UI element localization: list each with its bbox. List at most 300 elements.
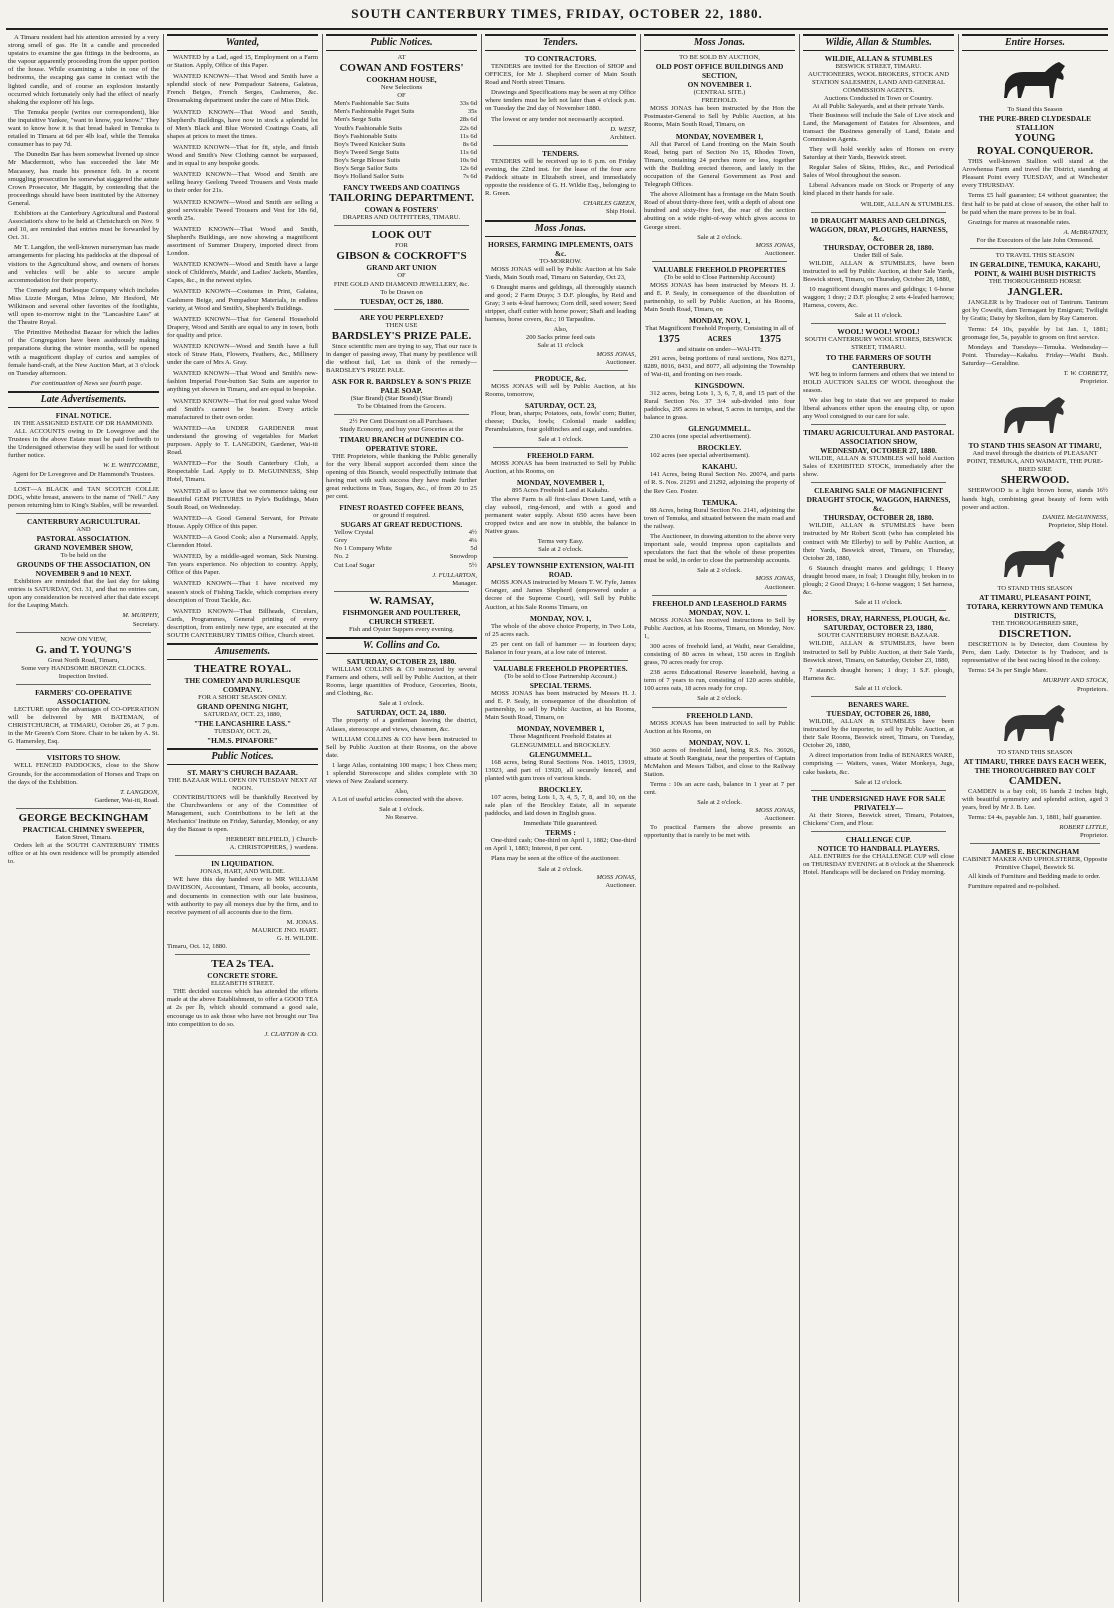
ad-title: CLEARING SALE OF MAGNIFICENT DRAUGHT STOCK, WAGGON, HARNESS, &c. — [806, 486, 951, 514]
ad-line: AUCTIONEERS, WOOL BROKERS, STOCK AND STATION SALESMEN, LAND AND GENERAL COMMISSION AGENTS. — [808, 71, 949, 95]
ad-signature: A. CHRISTOPHERS, } wardens. — [229, 844, 318, 852]
ad-body: The Auctioneer, in drawing attention to the above very important sale, would impress upon capitalists and speculators the fact that the whole of these properties must be sold, in order to close the partnership accounts. — [644, 532, 795, 565]
ad-line: That Magnificent Freehold Property, Consisting in all of — [645, 325, 794, 333]
ad-body: WANTED KNOWN—That Wood and Smith have a splendid stock of new Pompadour Sateens, Galateas, French Beiges, French Serges, Cashmeres, &c. Dressmaking department under the care of Miss Dick. — [167, 73, 318, 105]
divider — [493, 660, 628, 661]
ad-line: MONDAY, NOV. 1, — [688, 316, 751, 326]
ad-body: WILDIE, ALLAN & STUMBLES have been instructed by the importer, to sell by Public Auction, at their Sale Rooms, Beswick street, Timaru, on Tuesday, October 26, 1880, — [803, 717, 954, 750]
ad-line: TO BE SOLD BY AUCTION, — [679, 54, 760, 61]
ad-signature-role: Ship Hotel. — [605, 208, 636, 216]
ad-line: MONDAY, NOV. 1, — [529, 613, 592, 623]
item-name: Boy's Holland Sailor Suits — [334, 173, 404, 181]
ad-title: TIMARU BRANCH of DUNEDIN CO-OPERATIVE STORE. — [339, 434, 464, 453]
divider — [493, 370, 628, 371]
ad-body: WANTED KNOWN—That I have received my season's stock of Fishing Tackle, which comprises every description of Trout Tackle, &c. — [167, 580, 318, 604]
ad-title: GEORGE BECKINGHAM — [18, 811, 149, 824]
news-paragraph: The Temuka people (writes our correspondent), like the inquisitive Yankee, "want to know, you know." They want to know how it is that bread baked in Temuka is retailed in Timaru at 6d per 4lb loaf, while the Temuka consumer has to pay 7d. — [8, 108, 159, 149]
ad-body: WANTED—A Good General Servant, for Private House. Apply Office of this paper. — [167, 514, 318, 530]
wanted-ads — [167, 54, 318, 640]
ad-title: JANGLER. — [1007, 286, 1063, 299]
wanted-ad — [167, 261, 318, 285]
ad-title: BARDSLEY'S PRIZE PALE. — [331, 329, 472, 342]
item-name: Boy's Serge Blouse Suits — [334, 156, 401, 164]
ad-body: 291 acres, being portions of rural sections, Nos 8271, 8289, 8016, 8431, and 8077, all adjoining the Township of Wai-iti, and fronting on two roads. — [644, 354, 795, 378]
wanted-ad — [167, 343, 318, 367]
ad-title: FARMERS' CO-OPERATIVE ASSOCIATION. — [35, 688, 132, 706]
auction-ad — [803, 486, 954, 607]
divider — [493, 447, 628, 448]
ad-body: Terms: £4 10s, payable by 1st Jan. 1, 1881; groomage fee, 5s, payable to groom on first service. — [962, 325, 1108, 341]
ad-body: MOSS JONAS has been instructed by Messrs H. J. and E. P. Sealy, in consequence of the dissolution of partnership, to sell by Public Auction, at his Rooms, Main South Road, Timaru, on — [485, 690, 636, 722]
ad-body: WANTED KNOWN—Costumes in Print, Galatea, Cashmere Beige, and Pompadour Materials, in endless variety, at Wood and Smith's, Shepherd's Buildings. — [167, 288, 318, 312]
divider — [334, 414, 469, 415]
item-price: 5d — [470, 545, 477, 553]
ad-line: THE THOROUGHBRED SIRE, — [991, 620, 1079, 627]
ad-signature-role: Proprietor, Ship Hotel. — [1048, 521, 1108, 529]
ad-body: Grazings for mares at reasonable rates. — [968, 218, 1071, 226]
ad-line: Some very HANDSOME BRONZE CLOCKS. — [21, 664, 146, 672]
ad-body: They will hold weekly sales of Horses on every Saturday at their Yards, Beswick street. — [803, 145, 954, 162]
final-notice — [8, 411, 159, 479]
ad-title: YOUNG — [1014, 132, 1056, 145]
ad-line: TERMS : — [545, 828, 576, 838]
ad-title: TO CONTRACTORS. — [524, 54, 597, 63]
ad-body: 230 acres (one special advertisement). — [650, 433, 751, 441]
ad-date: Timaru, Oct. 12, 1880. — [167, 943, 228, 951]
ad-title: GRAND NOVEMBER SHOW, — [34, 542, 133, 552]
ad-body: WANTED KNOWN—That Wood and Smith's new-fashion Imperial Four-button Sac Suits are superior to anything yet shown in Timaru, and are equal to bespoke. — [167, 370, 318, 394]
divider — [493, 557, 628, 558]
ad-title: BENARES WARE. — [848, 699, 909, 709]
item-price: 4½ — [468, 529, 477, 537]
ad-line: TO STAND THIS SEASON AT TIMARU, — [968, 441, 1102, 451]
auction-ad — [485, 664, 636, 890]
ad-signature-role: Proprietors. — [1077, 685, 1108, 693]
ad-line: KINGSDOWN. — [694, 380, 745, 390]
ad-line: NOW ON VIEW, — [60, 635, 107, 643]
ad-body: MOSS JONAS instructed by Messrs T. W. Fyfe, James Granger, and James Shepherd (empowered under a decree of the Supreme Court), will Sell by Public Auction, at his Sale Rooms Timaru, on — [485, 579, 636, 611]
item-name: Men's Fashionable Paget Suits — [334, 108, 415, 116]
ad-signature-role: Auctioneer. — [764, 583, 795, 591]
ad-signature-role: For the Executors of the late John Ormsond. — [976, 236, 1094, 244]
wanted-ad — [167, 54, 318, 70]
ad-line: FINE GOLD AND DIAMOND JEWELLERY, &c. — [333, 280, 470, 288]
price-row — [334, 562, 477, 570]
ad-line: NOTICE TO HANDBALL PLAYERS. — [817, 843, 940, 853]
ad-line: MONDAY, NOVEMBER 1, — [516, 478, 605, 488]
item-name: No. 2 — [334, 553, 349, 561]
wanted-ad — [167, 460, 318, 484]
divider — [175, 954, 310, 955]
auction-ad — [803, 428, 954, 479]
ad-signature: ROBERT LITTLE, — [1059, 824, 1108, 832]
section-heading: Wanted, — [167, 34, 318, 51]
ad-body: WE beg to inform farmers and others that we intend to HOLD AUCTION SALES OF WOOL throughout the season. — [803, 370, 954, 394]
ad-body: We also beg to state that we are prepared to make liberal advances either upon the ensuing clip, or upon any Wool consigned to our care for sale. — [803, 396, 954, 420]
item-price: 11s 6d — [459, 148, 477, 156]
news-paragraph: The Comedy and Burlesque Company which includes Miss Lizzie Morgan, Miss Jelmo, Mr Hesford, Mr Wilkinson and several other favorites of the footlights, will open to-morrow night in the "Lancashire Lass" at the Theatre Royal. — [8, 286, 159, 327]
column-4 — [485, 34, 636, 1602]
ad-title: WILDIE, ALLAN & STUMBLES — [824, 54, 933, 63]
notice-signature-role: Agent for Dr Lovegrove and Dr Hammond's Trustees. — [12, 470, 155, 478]
ad-body: The whole of the above choice Property, in Two Lots, of 25 acres each. — [485, 622, 636, 638]
ad-line: Sale at 2 o'clock. — [697, 695, 742, 703]
wanted-ad — [167, 608, 318, 640]
ad-title: WOOL! WOOL! WOOL! — [837, 327, 920, 337]
ad-line: MONDAY, NOVEMBER 1, — [516, 724, 605, 734]
ad-title: COWAN AND FOSTERS' — [339, 62, 464, 75]
ad-body: JANGLER is by Tradocer out of Tantrum. Tantrum got by Cowsfit, dam Termagant by Emigrant; Twilight by Gratis; Daisy by Skelton, dam by Ray Cameron. — [962, 299, 1108, 323]
firm-ad — [803, 54, 954, 209]
ad-line: FISHMONGER AND POULTERER, CHURCH STREET. — [342, 607, 461, 626]
auction-ad — [485, 374, 636, 445]
divider — [16, 749, 151, 750]
ad-title: JAMES E. BECKINGHAM — [990, 847, 1080, 857]
ad-line: FANCY TWEEDS AND COATINGS — [343, 183, 460, 193]
column-rule — [640, 34, 641, 1602]
ad-body: LECTURE upon the advantages of CO-OPERATION will be delivered by MR BATEMAN, of CHRISTCHURCH, at TIMARU, October 26, at 7 p.m. in the Mr Green's Corn Store. Chair to be taken by A. St. G. Hamersley, Esq. — [8, 706, 159, 746]
ad-title: CANTERBURY AGRICULTURAL — [26, 516, 141, 526]
column-2 — [167, 34, 318, 1602]
column-1 — [8, 34, 159, 1602]
liquidation-ad — [167, 859, 318, 951]
acreage-number: 1375 — [657, 333, 680, 346]
news-section — [8, 34, 159, 388]
ad-line: Immediate Title guaranteed. — [523, 820, 598, 828]
section-heading: Tenders. — [485, 34, 636, 51]
auction-ad — [644, 265, 795, 592]
ad-line: And travel through the districts of PLEASANT POINT, TEMUKA, AND WAIMATE, THE PURE-BRED SIRE — [966, 450, 1104, 474]
ad-body: TENDERS are invited for the Erection of SHOP and OFFICES, for Mr J. Shepherd corner of Main South Road and North street Timaru. — [485, 63, 636, 87]
auction-ad — [485, 561, 636, 657]
ad-line: FOR A SHORT SEASON ONLY. — [198, 694, 287, 702]
wanted-ad — [167, 316, 318, 340]
ad-body: WANTED KNOWN—Wood and Smith have a large stock of Children's, Maids', and Ladies' Jackets, Mantles, Capes, &c., in the newest styles. — [167, 261, 318, 285]
ad-title: VALUABLE FREEHOLD PROPERTIES — [653, 264, 786, 274]
ad-line: Sale at 11 o'clock. — [854, 599, 903, 607]
ad-body: WANTED KNOWN—That Wood and Smith, Shepherd's Buildings, have now in stock a splendid lot of Men's Black and Blue Worsted Coatings Coats, all shapes at prices to meet the times. — [167, 108, 318, 140]
column-rule — [799, 34, 800, 1602]
ad-signature: A. McBRATNEY, — [1063, 228, 1108, 236]
divider — [16, 482, 151, 483]
ad-line: CONCRETE STORE. — [207, 971, 278, 981]
ad-body: Mondays and Tuesdays—Temuka. Wednesday—Point. Thursday—Kakahu. Friday—Waihi Bush. Saturday—Geraldine. — [962, 343, 1108, 367]
ad-line: AT TIMARU, THREE DAYS EACH WEEK, THE THOROUGHBRED BAY COLT — [963, 756, 1107, 775]
ramsay-ad — [326, 595, 477, 634]
ad-body: THIS well-known Stallion will stand at the Arowhenua Farm and travel the District, standing at Pleasant Point every TUESDAY, and at Winchester every THURSDAY. — [962, 158, 1108, 190]
beckingham-ad — [8, 812, 159, 866]
ad-body: Orders left at the SOUTH CANTERBURY TIMES office or at his own residence will be promptly attended to. — [8, 842, 159, 866]
ad-line: TO THE FARMERS OF SOUTH CANTERBURY. — [825, 352, 932, 371]
ad-signature: D. WEST, — [610, 125, 636, 133]
item-price: 4¼ — [468, 537, 477, 545]
wanted-ad — [167, 580, 318, 604]
ad-body: All kinds of Furniture and Bedding made to order. — [968, 872, 1101, 880]
ad-signature-role: Architect. — [609, 133, 636, 141]
ad-body: 168 acres, being Rural Sections Nos. 14015, 13919, 13923, and part of 13920, all securely fenced, and planted with gum trees of various kinds. — [485, 758, 636, 782]
divider — [811, 790, 946, 791]
ad-line: ARE YOU PERPLEXED? — [359, 312, 444, 322]
ad-body: MOSS JONAS has received instructions to Sell by Public Auction, at his Rooms, Timaru, on Monday, Nov. 1, — [644, 616, 795, 640]
ad-body: At their Stores, Beswick street, Timaru, Potatoes, Chickens' Corn, and Flour. — [803, 811, 954, 827]
section-heading: Entire Horses. — [962, 34, 1108, 51]
ad-body: The lowest or any tender not necessarily accepted. — [491, 115, 624, 123]
ad-line: Sale at 1 o'clock. — [379, 700, 424, 708]
ad-line: WEDNESDAY, OCTOBER 27, 1880. — [820, 446, 937, 456]
ad-body: LOST—A BLACK and TAN SCOTCH COLLIE DOG, white breast, answers to the name of "Nell." Any person returning him to King's Stables, will be rewarded. — [8, 485, 159, 509]
ad-body: WANTED KNOWN—That Billheads, Circulars, Cards, Programmes, General printing of every description, from entirely new type, are executed at the SOUTH CANTERBURY TIMES Office, Church street. — [167, 607, 318, 639]
wanted-ad — [167, 144, 318, 168]
ad-title: LOOK OUT — [371, 229, 432, 242]
price-row — [334, 165, 477, 173]
ad-line: and situate on under—WAI-ITI: — [677, 346, 762, 354]
ad-line: SATURDAY, OCT. 23, 1880, — [203, 711, 282, 719]
ad-line: At all Public Saleyards, and at their private Yards. — [812, 103, 945, 111]
ad-line: TO TRAVEL THIS SEASON — [995, 252, 1075, 260]
ad-line: ON NOVEMBER 1. — [687, 80, 752, 90]
ad-body: The above Allotment has a frontage on the Main South Road of about thirty-three feet, with a depth of about one hundred and sixty-five feet, the rear of the section abutting on a wide right-of-way which gives access to George street. — [644, 191, 795, 231]
wanted-ad — [167, 73, 318, 105]
ad-signature: CHARLES GREEN, — [583, 200, 636, 208]
ad-body: WANTED, by a middle-aged woman, Sick Nursing. Ten years experience. No objection to country. Apply, Office of this Paper. — [167, 553, 318, 577]
item-price: 5½ — [468, 561, 477, 569]
ad-body: MOSS JONAS has been instructed to sell by Public Auction at his Rooms, on — [644, 719, 795, 735]
item-name: No 1 Company White — [334, 545, 392, 553]
masthead: SOUTH CANTERBURY TIMES, FRIDAY, OCTOBER 22, 1880. — [351, 6, 763, 21]
ad-title: GIBSON & COCKROFT'S — [336, 250, 467, 263]
notice-subtitle: IN THE ASSIGNED ESTATE OF DR HAMMOND. — [13, 419, 154, 427]
ad-line: KAKAHU. — [701, 462, 738, 472]
ad-signature-role: Manager. — [452, 579, 477, 587]
ad-signature: MURPHY AND STOCK, — [1042, 677, 1108, 685]
ad-signature-role: Proprietor. — [1079, 378, 1108, 386]
ad-line: AT TIMARU, PLEASANT POINT, TOTARA, KERRYTOWN AND TEMUKA DISTRICTS, — [966, 593, 1104, 620]
ad-signature-role: Gardener, Wai-iti, Road. — [94, 796, 159, 804]
ad-title: OLD POST OFFICE BUILDINGS AND SECTION, — [655, 62, 784, 81]
section-heading: W. Collins and Co. — [326, 637, 477, 654]
ad-body: WANTED KNOWN—Wood and Smith have a full stock of Straw Hats, Flowers, Feathers, &c., Millinery under the care of Mrs A. Gray. — [167, 343, 318, 367]
ad-line: SOUTH CANTERBURY HORSE BAZAAR. — [817, 632, 940, 640]
ad-line: OF — [397, 272, 406, 280]
ad-body: MOSS JONAS has been instructed by Messrs H. J. and E. P. Sealy, in consequence of the dissolution of partnership, to sell by Public Auction, at his Rooms, Main South Road, Timaru, on — [644, 281, 795, 314]
ad-body: 141 Acres, being Rural Section No. 20074, and parts of R. S. Nos. 21291 and 21292, adjoining the property of the Rev Geo. Foster. — [644, 471, 795, 495]
ad-body: TENDERS will be received up to 6 p.m. on Friday evening, the 22nd inst. for the lease of the four acre Paddock situate in Elizabeth street, and immediately opposite the residence of G. H. Wildie Esq., belonging to R. Green. — [485, 157, 636, 198]
column-rule — [163, 34, 164, 1602]
divider — [811, 831, 946, 832]
ad-signature-role: Secretary. — [132, 620, 159, 628]
ad-title: CAMDEN. — [1008, 774, 1062, 787]
ad-body: 25 per cent on fall of hammer — in fourteen days; Balance in four years, at a low rate of interest. — [485, 640, 636, 656]
ad-body: THE Proprietors, while thanking the Public generally for the very liberal support accorded them since the opening of this Branch, would respectfully intimate that having met with such success they have made further great reductions in Teas, Sugars, &c., of from 20 to 25 per cent. — [326, 452, 477, 500]
ad-line: SATURDAY, OCTOBER 23, 1880, — [823, 623, 934, 633]
ad-line: Sale at 11 o'clock. — [854, 684, 903, 692]
price-row — [334, 537, 477, 545]
price-row — [334, 173, 477, 181]
ad-line: THE COMEDY AND BURLESQUE COMPANY. — [184, 676, 301, 695]
ad-line: SPECIAL TERMS. — [529, 681, 592, 691]
ad-signature-role: Auctioneer. — [764, 249, 795, 257]
ad-line: Terms very Easy. — [537, 538, 584, 546]
ad-signature: DANIEL McGUINNESS, — [1042, 513, 1108, 521]
divider — [811, 323, 946, 324]
auction-ad — [803, 700, 954, 787]
ad-title: VISITORS TO SHOW. — [46, 753, 121, 763]
gibson-ad — [326, 229, 477, 305]
wanted-ad — [167, 171, 318, 195]
item-name: Yellow Crystal — [334, 529, 374, 537]
ad-line: GRAND OPENING NIGHT, — [196, 702, 289, 712]
ad-line: SATURDAY, OCT. 24, 1880. — [356, 708, 447, 718]
ad-signature-role: Proprietor. — [1079, 832, 1108, 840]
coop-ad — [326, 418, 477, 588]
ad-signature: T. LANGDON, — [120, 788, 159, 796]
ad-body: 6 Staunch draught mares and geldings; 1 Heavy draught brood mare, in foal; 1 Draught filly, broken in to plough; 2 Good Drays; 1 6-horse waggon; 1 Set harness, &c. — [803, 564, 954, 597]
ad-line: Those Magnificent Freehold Estates at GLENGUMMELL and BROCKLEY. — [509, 733, 612, 749]
price-row — [334, 553, 477, 561]
horse-illustration-icon — [995, 533, 1075, 583]
ad-title: APSLEY TOWNSHIP EXTENSION, WAI-ITI ROAD. — [486, 561, 635, 580]
ad-title: SHERWOOD. — [1000, 474, 1070, 487]
section-heading: Wildie, Allan & Stumbles. — [803, 34, 954, 51]
ad-line: Sale at 2 o'clock. — [697, 799, 742, 807]
horse-illustration-icon — [995, 54, 1075, 104]
ad-body: MOSS JONAS has been instructed by the Hon the Postmaster-General to Sell by Public Auction, at his Rooms, Main South Road, Timaru, on — [644, 105, 795, 129]
ad-line: 200 Sacks prime feed oats — [525, 334, 596, 342]
column-rule — [958, 34, 959, 1602]
ad-signature: MOSS JONAS, — [596, 873, 636, 881]
ad-line: Also, — [553, 326, 568, 334]
item-name: Men's Fashionable Sac Suits — [334, 100, 410, 108]
ad-body: WILLIAM COLLINS & CO instructed by several Farmers and others, will sell by Public Auction, at their Rooms, large quantities of Produce, Groceries, Boots, and Clothing, &c. — [326, 665, 477, 698]
ad-body: 312 acres, being Lots 1, 3, 6, 7, 8, and 15 part of the Rural Section No. 37 3/4 sub-divided into four paddocks, 295 acres in wheat, 5 acres in turnips, and the balance in grass. — [644, 389, 795, 422]
divider — [811, 424, 946, 425]
price-row — [334, 133, 477, 141]
ad-line: Sale at 11 o'clock — [537, 342, 584, 350]
ad-line: AND — [76, 525, 91, 533]
item-price: 10s 9d — [459, 156, 477, 164]
ad-body: WILLIAM COLLINS & CO have been instructed to Sell by Public Auction at their Rooms, on the above date. — [326, 735, 477, 759]
ad-body: 107 acres, being Lots 1, 3, 4, 5, 7, 8, and 10, on the sale plan of the Brockley Estate, all in separate paddocks, and laid down in English grass. — [485, 793, 636, 818]
ad-line: Sale at 2 o'clock. — [538, 865, 583, 873]
notice-signature: W. E. WHITCOMBE, — [103, 462, 159, 470]
item-price: 8s 6d — [462, 140, 477, 148]
divider — [970, 248, 1100, 249]
ad-line: BESWICK STREET, TIMARU. — [835, 63, 922, 70]
ad-signature: COWAN & FOSTERS' — [364, 205, 439, 215]
bazaar-ad — [167, 768, 318, 852]
ad-line: SUGARS AT GREAT REDUCTIONS. — [340, 520, 463, 530]
ad-line: Sale at 11 o'clock. — [854, 312, 903, 320]
item-name: Cut Loaf Sugar — [334, 561, 375, 569]
ad-signature-role: Auctioneer. — [605, 881, 636, 889]
ad-line: TO STAND THIS SEASON — [997, 584, 1073, 592]
section-heading: Moss Jonas. — [644, 34, 795, 51]
ad-line: Sale at 2 o'clock. — [697, 233, 742, 241]
ad-line: Sale at 1 o'clock. — [538, 436, 583, 444]
ad-line: FINEST ROASTED COFFEE BEANS, — [339, 503, 464, 513]
price-row — [334, 100, 477, 108]
ad-body: WANTED all to know that we commence taking our Beautiful GEM PICTURES in Pyle's Buildings, Main South Road, on Wednesday. — [167, 487, 318, 511]
ad-body: WANTED KNOWN—That for fit, style, and finish Wood and Smith's New Clothing cannot be surpassed, and in equal to any bespoke goods. — [167, 143, 318, 168]
ad-body: The property of a gentleman leaving the district, Atlases, stereoscope and views, chessmen, &c. — [326, 717, 477, 733]
ad-body: Flour, bran, sharps; Potatoes, oats, fowls' corn; Butter, cheese; Ducks, fowls; Colonial made saddles; Perambulators, four goldfinches and cage, and sundries. — [485, 409, 636, 434]
ad-line: OF — [397, 92, 406, 100]
ad-line: To be Drawn on — [380, 288, 423, 296]
item-name: Grey — [334, 537, 348, 545]
ad-title: VALUABLE FREEHOLD PROPERTIES. — [493, 663, 628, 673]
wanted-ad — [167, 199, 318, 223]
ad-body: CAMDEN is a bay colt, 16 hands 2 inches high, with beautiful symmetry and splendid action, aged 3 years, bred by Mr J. B. Lee. — [962, 787, 1108, 811]
notice-body: ALL ACCOUNTS owing to Dr Lovegrove and the Trustees in the above Estate must be paid forthwith to the Undersigned otherwise they will be sued for without further notice. — [8, 428, 159, 460]
ad-body: WILDIE, ALLAN & STUMBLES, have been instructed to Sell by Public Auction, at their Sale Yards, Beswick street, Timaru, on Saturday, October 23, 1880, — [803, 640, 954, 664]
wanted-ad — [167, 515, 318, 531]
ad-line: TEMUKA. — [701, 497, 738, 507]
ad-signature: WILDIE, ALLAN & STUMBLES. — [860, 200, 954, 208]
auction-ad — [644, 54, 795, 258]
ad-body: One-third cash; One-third on April 1, 1882; One-third on April 1, 1883; Interest, 8 per cent. — [485, 837, 636, 853]
section-heading: Moss Jonas. — [485, 220, 636, 237]
price-row — [334, 125, 477, 133]
ad-line: No Reserve. — [385, 814, 418, 822]
ad-line: Under Bill of Sale. — [853, 251, 904, 259]
price-row — [334, 116, 477, 124]
item-price: Snowdrop — [449, 553, 477, 561]
ad-body: MOSS JONAS will sell by Public Auction at his Sale Yards, Main South road, Timaru on Saturday, Oct 23, — [485, 265, 636, 281]
ad-line: MONDAY, NOV. 1. — [688, 737, 751, 747]
divider — [652, 595, 787, 596]
acreage-display — [644, 333, 795, 346]
theatre-ad — [167, 663, 318, 745]
ad-signature-role: Auctioneer. — [764, 815, 795, 823]
ad-body: Regular Sales of Skins, Hides, &c., and Periodical Sales of Wool throughout the season. — [803, 164, 954, 180]
item-name: Boy's Fashionable Suits — [334, 132, 398, 140]
ad-line: SATURDAY, OCT. 23, — [524, 400, 597, 410]
cabinet-ad — [962, 847, 1108, 890]
lecture-ad — [8, 688, 159, 746]
ad-body: Terms £5 half guarantee; £4 without guarantee; the first half to be paid at close of season, the other half to be paid when the mare proves to be in foal. — [962, 192, 1108, 216]
ad-line: (Star Brand) (Star Brand) (Star Brand) — [350, 395, 453, 403]
column-7 — [962, 34, 1108, 1602]
young-ad — [8, 636, 159, 681]
ad-body: 300 acres of freehold land, at Waihi, near Geraldine, consisting of 80 acres in wheat, 150 acres in English grass, 70 acres ready for crop. — [644, 642, 795, 667]
ad-line: TO STAND THIS SEASON — [997, 748, 1073, 756]
ad-line: FOR — [395, 242, 408, 250]
ad-line: BROCKLEY. — [697, 443, 742, 453]
ad-body: Terms: £4 4s, payable Jan. 1, 1881, half guarantee. — [968, 814, 1102, 822]
ad-body: ALL ENTRIES for the CHALLENGE CUP will close on THURSDAY EVENING at 8 o'clock at the Shamrock Hotel. Handicaps will be declared on Friday morning. — [803, 852, 954, 877]
ad-body: Terms: £4 3s per Single Mare. — [968, 667, 1048, 675]
ad-body: WANTED—An UNDER GARDENER must understand the growing of vegetables for Market purposes. Apply to T. LANGDON, Gardener, Wai-iti Road. — [167, 424, 318, 457]
ad-body: SHERWOOD is a light brown horse, stands 16½ hands high, combining great beauty of form with power and action. — [962, 487, 1108, 511]
visitors-ad — [8, 753, 159, 804]
stallion-ad — [962, 749, 1108, 841]
ad-line: AT — [397, 54, 406, 61]
ad-body: Terms : 10s an acre cash, balance in 1 year at 7 per cent. — [644, 781, 795, 797]
column-rule — [481, 34, 482, 1602]
ad-body: WANTED—For the South Canterbury Club, a Respectable Lad. Apply to D. McGUINNESS, Ship Hotel, Timaru. — [167, 460, 318, 484]
ad-title: TENDERS. — [542, 148, 579, 158]
ad-line: To be Obtained from the Grocers. — [357, 403, 446, 411]
tea-ad — [167, 958, 318, 1039]
divider — [16, 632, 151, 633]
ad-body: WANTED KNOWN—That Wood and Smith are selling heavy Geelong Tweed Trousers and Vests made to their order for 21s. — [167, 171, 318, 195]
ad-line: New Selections — [380, 84, 423, 92]
divider — [175, 855, 310, 856]
ad-body: Exhibitors are reminded that the last day for taking entries is SATURDAY, Oct. 31, and that no entries can, upon any consideration be received after that date except for the Leaping Match. — [8, 578, 159, 610]
ad-title: TEA 2s TEA. — [211, 958, 274, 971]
ad-line: Also, — [394, 788, 409, 796]
ad-title: THE UNDERSIGNED HAVE FOR SALE PRIVATELY— — [812, 793, 945, 812]
